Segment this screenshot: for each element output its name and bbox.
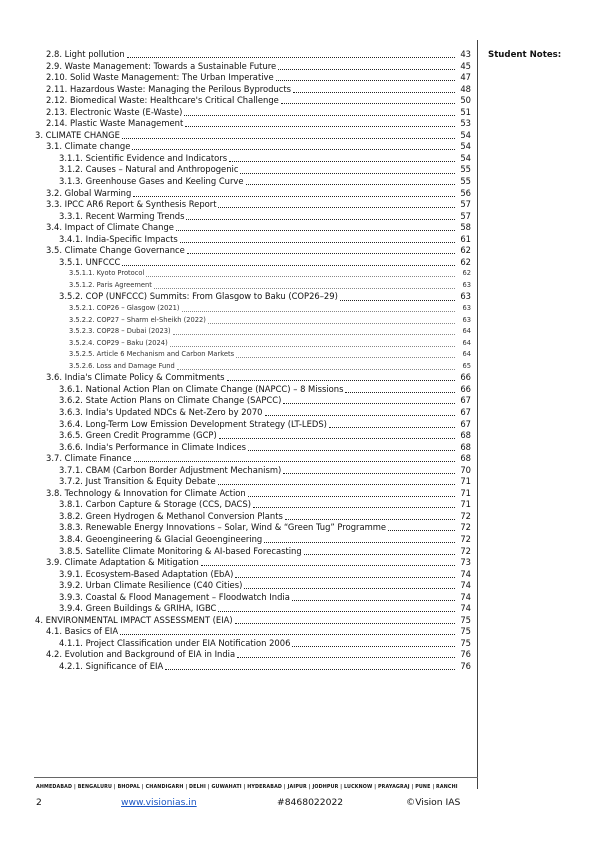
dot-leader [246, 183, 455, 185]
toc-entry-label: 3.1.2. Causes – Natural and Anthropogenic [59, 164, 239, 175]
toc-entry-page: 75 [460, 626, 471, 637]
toc-entry-page: 62 [460, 245, 471, 256]
toc-entry[interactable] [35, 291, 471, 303]
dot-leader [276, 79, 455, 81]
toc-entry[interactable] [35, 499, 471, 511]
dot-leader [219, 437, 455, 439]
dot-leader [122, 264, 455, 266]
dot-leader [235, 622, 455, 624]
toc-entry-page: 71 [460, 476, 471, 487]
toc-entry-page: 63 [462, 280, 471, 289]
dot-leader [229, 160, 455, 162]
toc-entry[interactable] [35, 569, 471, 581]
dot-leader [177, 368, 455, 370]
dot-leader [248, 495, 455, 497]
toc-entry[interactable] [35, 280, 471, 292]
dot-leader [237, 656, 455, 658]
toc-entry[interactable] [35, 95, 471, 107]
toc-entry-page: 50 [460, 95, 471, 106]
dot-leader [253, 506, 455, 508]
toc-entry-label: 4.2.1. Significance of EIA [59, 660, 164, 671]
dot-leader [265, 414, 455, 416]
toc-entry-label: 3.9.1. Ecosystem-Based Adaptation (EbA) [59, 568, 234, 579]
toc-entry-page: 62 [460, 256, 471, 267]
toc-entry[interactable] [35, 546, 471, 558]
dot-leader [218, 483, 455, 485]
dot-leader [127, 56, 455, 58]
toc-entry-page: 73 [460, 557, 471, 568]
dot-leader [184, 114, 455, 116]
dot-leader [165, 668, 455, 670]
toc-entry[interactable] [35, 649, 471, 661]
toc-entry-label: 3.8.5. Satellite Climate Monitoring & AI-based Forecasting [59, 545, 302, 556]
toc-entry-page: 54 [460, 152, 471, 163]
toc-entry-label: 3.1.3. Greenhouse Gases and Keeling Curve [59, 176, 244, 187]
toc-entry-page: 68 [460, 453, 471, 464]
toc-entry-page: 74 [460, 591, 471, 602]
dot-leader [292, 599, 455, 601]
toc-entry[interactable] [35, 188, 471, 200]
toc-entry-label: 3.6.5. Green Credit Programme (GCP) [59, 430, 217, 441]
toc-entry-page: 54 [460, 141, 471, 152]
toc-entry[interactable] [35, 349, 471, 361]
toc-entry-page: 72 [460, 522, 471, 533]
toc-entry-page: 72 [460, 545, 471, 556]
toc-entry-page: 74 [460, 580, 471, 591]
toc-entry-label: 3.4. Impact of Climate Change [46, 222, 174, 233]
toc-entry[interactable] [35, 361, 471, 373]
toc-entry-label: 3.6.3. India's Updated NDCs & Net-Zero by 2070 [59, 406, 263, 417]
toc-entry[interactable] [35, 141, 471, 153]
toc-entry[interactable] [35, 303, 471, 315]
toc-entry-label: 2.13. Electronic Waste (E-Waste) [46, 106, 183, 117]
dot-leader [132, 148, 455, 150]
toc-entry[interactable] [35, 615, 471, 627]
toc-entry-page: 75 [460, 614, 471, 625]
dot-leader [285, 518, 455, 520]
phone-number: #8468022022 [277, 797, 344, 808]
toc-entry-label: 2.9. Waste Management: Towards a Sustainable Future [46, 60, 277, 71]
dot-leader [329, 426, 455, 428]
toc-entry-label: 3.4.1. India-Specific Impacts [59, 233, 178, 244]
toc-entry-page: 51 [460, 106, 471, 117]
dot-leader [185, 125, 455, 127]
dot-leader [227, 379, 455, 381]
toc-entry[interactable] [35, 84, 471, 96]
toc-entry-label: 2.11. Hazardous Waste: Managing the Perilous Byproducts [46, 83, 292, 94]
toc-entry-page: 70 [460, 464, 471, 475]
dot-leader [304, 553, 455, 555]
toc-entry[interactable] [35, 511, 471, 523]
toc-entry-page: 64 [462, 338, 471, 347]
toc-entry-page: 65 [462, 361, 471, 370]
dot-leader [120, 633, 455, 635]
dot-leader [388, 529, 455, 531]
page-number: 2 [36, 797, 42, 808]
toc-entry-label: 4.1. Basics of EIA [46, 626, 119, 637]
toc-entry-label: 2.12. Biomedical Waste: Healthcare's Critical Challenge [46, 95, 279, 106]
toc-entry-page: 76 [460, 660, 471, 671]
toc-entry[interactable] [35, 603, 471, 615]
toc-entry-page: 68 [460, 430, 471, 441]
toc-entry-label: 3. CLIMATE CHANGE [35, 129, 120, 140]
toc-entry-page: 56 [460, 187, 471, 198]
toc-entry[interactable] [35, 61, 471, 73]
toc-entry-label: 3.3. IPCC AR6 Report & Synthesis Report [46, 199, 217, 210]
toc-entry[interactable] [35, 476, 471, 488]
toc-entry[interactable] [35, 118, 471, 130]
dot-leader [180, 241, 455, 243]
toc-entry-label: 3.8. Technology & Innovation for Climate Action [46, 487, 246, 498]
dot-leader [154, 287, 455, 289]
toc-entry-label: 3.5.1. UNFCCC [59, 256, 121, 267]
toc-entry[interactable] [35, 465, 471, 477]
toc-entry[interactable] [35, 638, 471, 650]
notes-divider [477, 40, 478, 789]
toc-entry[interactable] [35, 49, 471, 61]
toc-entry-page: 61 [460, 233, 471, 244]
toc-entry-label: 3.9.2. Urban Climate Resilience (C40 Cities) [59, 580, 243, 591]
toc-entry[interactable] [35, 592, 471, 604]
toc-entry-label: 3.1.1. Scientific Evidence and Indicators [59, 152, 228, 163]
toc-entry[interactable] [35, 488, 471, 500]
toc-entry-page: 54 [460, 129, 471, 140]
toc-entry-label: 3.5.2.1. COP26 – Glasgow (2021) [69, 304, 180, 313]
toc-entry-page: 71 [460, 499, 471, 510]
toc-entry[interactable] [35, 257, 471, 269]
toc-entry-page: 67 [460, 418, 471, 429]
toc-entry-page: 53 [460, 118, 471, 129]
toc-entry-label: 3.5.2.3. COP28 – Dubai (2023) [69, 327, 171, 336]
toc-entry-page: 48 [460, 83, 471, 94]
toc-entry-page: 76 [460, 649, 471, 660]
toc-entry-label: 3.9.3. Coastal & Flood Management – Floodwatch India [59, 591, 290, 602]
toc-entry[interactable] [35, 442, 471, 454]
toc-entry[interactable] [35, 107, 471, 119]
toc-entry[interactable] [35, 453, 471, 465]
toc-entry[interactable] [35, 384, 471, 396]
footer-divider [34, 777, 478, 778]
toc-entry[interactable] [35, 315, 471, 327]
student-notes-title: Student Notes: [488, 50, 562, 60]
toc-entry-label: 3.3.1. Recent Warming Trends [59, 210, 185, 221]
toc-entry-page: 72 [460, 510, 471, 521]
toc-entry-page: 74 [460, 603, 471, 614]
toc-entry-label: 3.1. Climate change [46, 141, 131, 152]
copyright-brand: ©Vision IAS [406, 797, 461, 808]
toc-entry-label: 3.5.2.4. COP29 – Baku (2024) [69, 338, 168, 347]
dot-leader [201, 564, 455, 566]
toc-entry-page: 72 [460, 533, 471, 544]
toc-entry-page: 63 [462, 315, 471, 324]
dot-leader [281, 102, 455, 104]
toc-entry[interactable] [35, 419, 471, 431]
toc-entry-label: 3.5.1.1. Kyoto Protocol [69, 269, 145, 278]
toc-entry-label: 3.8.1. Carbon Capture & Storage (CCS, DACS) [59, 499, 251, 510]
website-link[interactable]: www.visionias.in [121, 797, 197, 808]
dot-leader [182, 310, 455, 312]
dot-leader [218, 206, 455, 208]
dot-leader [293, 91, 455, 93]
toc-entry-label: 3.5.2.6. Loss and Damage Fund [69, 361, 175, 370]
toc-entry-label: 2.8. Light pollution [46, 49, 125, 59]
toc-entry[interactable] [35, 395, 471, 407]
toc-entry-page: 55 [460, 164, 471, 175]
toc-entry-label: 3.6.2. State Action Plans on Climate Change (SAPCC) [59, 395, 282, 406]
toc-entry[interactable] [35, 372, 471, 384]
toc-entry-label: 3.8.3. Renewable Energy Innovations – Solar, Wind & “Green Tug” Programme [59, 522, 387, 533]
dot-leader [278, 68, 455, 70]
toc-entry[interactable] [35, 245, 471, 257]
toc-entry[interactable] [35, 661, 471, 673]
toc-entry-label: 4.1.1. Project Classification under EIA Notification 2006 [59, 637, 291, 648]
toc-entry-label: 3.6.6. India's Performance in Climate Indices [59, 441, 246, 452]
toc-entry-page: 74 [460, 568, 471, 579]
toc-entry-page: 57 [460, 210, 471, 221]
toc-entry[interactable] [35, 211, 471, 223]
toc-entry-page: 57 [460, 199, 471, 210]
toc-entry-page: 62 [462, 269, 471, 278]
toc-entry-label: 3.5.2.2. COP27 – Sharm el-Sheikh (2022) [69, 315, 206, 324]
toc-entry-label: 3.5.1.2. Paris Agreement [69, 280, 152, 289]
dot-leader [235, 576, 455, 578]
dot-leader [176, 229, 455, 231]
toc-entry-page: 67 [460, 406, 471, 417]
dot-leader [283, 402, 455, 404]
toc-entry[interactable] [35, 153, 471, 165]
toc-entry-label: 3.8.4. Geoengineering & Glacial Geoengineering [59, 533, 263, 544]
toc-entry-page: 64 [462, 350, 471, 359]
toc-entry-page: 66 [460, 383, 471, 394]
toc-entry[interactable] [35, 72, 471, 84]
toc-entry-label: 2.14. Plastic Waste Management [46, 118, 184, 129]
dot-leader [170, 345, 455, 347]
toc-entry[interactable] [35, 222, 471, 234]
toc-entry-page: 45 [460, 60, 471, 71]
toc-entry-page: 43 [460, 49, 471, 59]
dot-leader [218, 610, 455, 612]
toc-entry[interactable] [35, 522, 471, 534]
toc-entry-label: 3.7. Climate Finance [46, 453, 132, 464]
toc-entry-label: 3.8.2. Green Hydrogen & Methanol Conversion Plants [59, 510, 283, 521]
toc-entry[interactable] [35, 407, 471, 419]
toc-entry-label: 3.6. India's Climate Policy & Commitments [46, 372, 225, 383]
toc-entry-label: 2.10. Solid Waste Management: The Urban Imperative [46, 72, 274, 83]
toc-entry-page: 67 [460, 395, 471, 406]
toc-entry-page: 68 [460, 441, 471, 452]
toc-entry[interactable] [35, 199, 471, 211]
toc-entry-label: 4.2. Evolution and Background of EIA in India [46, 649, 236, 660]
footer-cities: AHMEDABAD | BENGALURU | BHOPAL | CHANDIGARH | DELHI | GUWAHATI | HYDERABAD | JAIPUR | JODHPUR | LUCKNOW | PRAYAGRAJ | PUNE | RANCHI [36, 785, 458, 790]
toc-entry[interactable] [35, 130, 471, 142]
toc-entry[interactable] [35, 326, 471, 338]
dot-leader [345, 391, 455, 393]
toc-entry-page: 63 [462, 304, 471, 313]
dot-leader [173, 333, 455, 335]
dot-leader [134, 460, 455, 462]
toc-entry-label: 3.7.2. Just Transition & Equity Debate [59, 476, 216, 487]
toc-entry[interactable] [35, 268, 471, 280]
dot-leader [146, 275, 455, 277]
dot-leader [283, 472, 455, 474]
dot-leader [292, 645, 455, 647]
toc-entry[interactable] [35, 626, 471, 638]
toc-entry-page: 47 [460, 72, 471, 83]
toc-entry[interactable] [35, 557, 471, 569]
toc-entry-page: 75 [460, 637, 471, 648]
toc-entry[interactable] [35, 580, 471, 592]
dot-leader [187, 252, 455, 254]
toc-entry-label: 4. ENVIRONMENTAL IMPACT ASSESSMENT (EIA) [35, 614, 233, 625]
toc-entry-label: 3.5.2. COP (UNFCCC) Summits: From Glasgow to Baku (COP26–29) [59, 291, 338, 302]
dot-leader [244, 587, 455, 589]
toc-entry-label: 3.2. Global Warming [46, 187, 132, 198]
toc-entry-page: 63 [460, 291, 471, 302]
dot-leader [264, 541, 455, 543]
dot-leader [208, 322, 455, 324]
toc-entry-label: 3.9.4. Green Buildings & GRIHA, IGBC [59, 603, 217, 614]
dot-leader [133, 195, 455, 197]
toc-entry-label: 3.5. Climate Change Governance [46, 245, 185, 256]
table-of-contents [35, 49, 471, 673]
toc-entry[interactable] [35, 430, 471, 442]
dot-leader [186, 218, 455, 220]
toc-entry-page: 71 [460, 487, 471, 498]
toc-entry-label: 3.6.1. National Action Plan on Climate Change (NAPCC) – 8 Missions [59, 383, 344, 394]
toc-entry-label: 3.7.1. CBAM (Carbon Border Adjustment Mechanism) [59, 464, 282, 475]
toc-entry-label: 3.5.2.5. Article 6 Mechanism and Carbon Markets [69, 350, 235, 359]
toc-entry-page: 58 [460, 222, 471, 233]
toc-entry[interactable] [35, 534, 471, 546]
toc-entry-label: 3.6.4. Long-Term Low Emission Development Strategy (LT-LEDS) [59, 418, 327, 429]
toc-entry-page: 66 [460, 372, 471, 383]
dot-leader [122, 137, 455, 139]
toc-entry-page: 55 [460, 176, 471, 187]
dot-leader [248, 449, 455, 451]
toc-entry-label: 3.9. Climate Adaptation & Mitigation [46, 557, 199, 568]
toc-entry[interactable] [35, 164, 471, 176]
dot-leader [236, 356, 455, 358]
toc-entry[interactable] [35, 234, 471, 246]
toc-entry[interactable] [35, 176, 471, 188]
toc-entry-page: 64 [462, 327, 471, 336]
toc-entry[interactable] [35, 338, 471, 350]
dot-leader [340, 299, 455, 301]
dot-leader [240, 172, 455, 174]
